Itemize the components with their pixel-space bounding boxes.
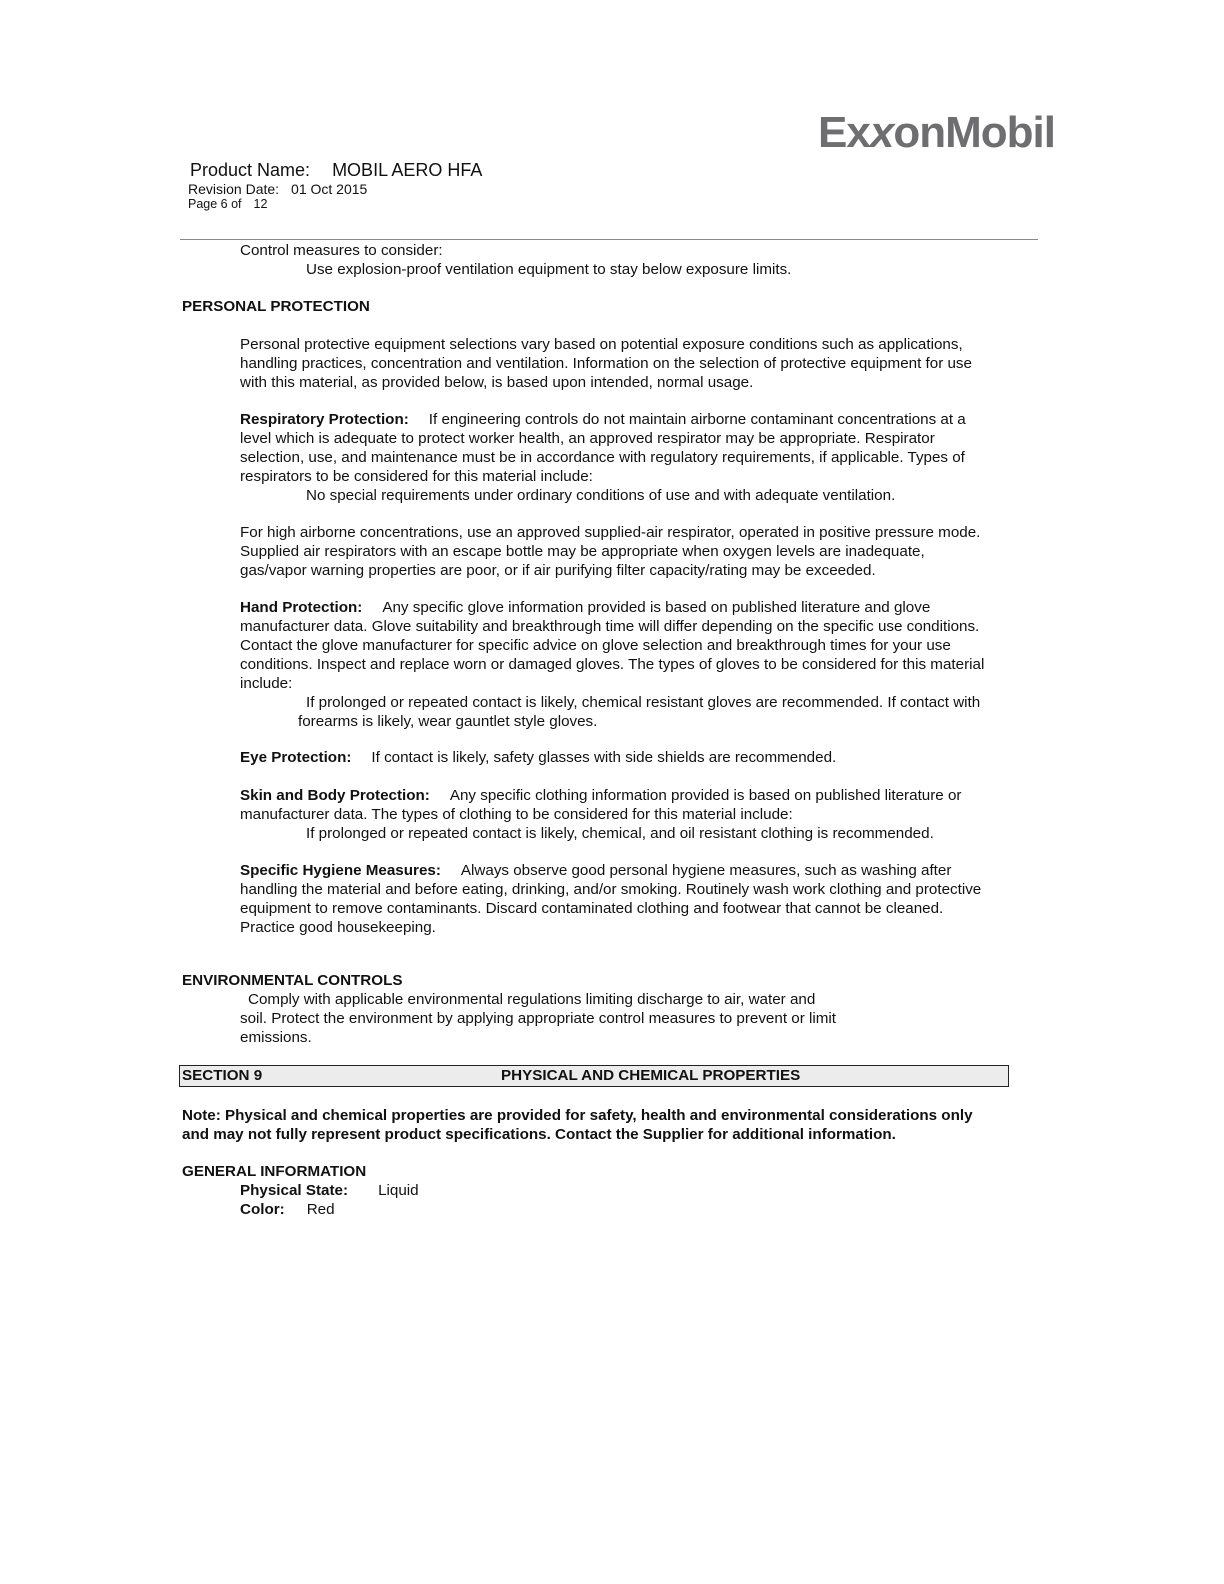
skin-body-protection xyxy=(240,786,1055,843)
hygiene-line: Always observe good personal hygiene measures, such as washing after xyxy=(460,862,952,879)
properties-note xyxy=(182,1106,1052,1144)
respiratory-line: If engineering controls do not maintain airborne contaminant concentrations at a xyxy=(428,411,966,428)
environmental-line: emissions. xyxy=(240,1029,312,1046)
page-number-line xyxy=(188,197,267,211)
note-line: Note: Physical and chemical properties are provided for safety, health and environmental considerations only xyxy=(182,1107,973,1124)
revision-date-value: 01 Oct 2015 xyxy=(291,181,368,197)
color-value: Red xyxy=(306,1201,335,1218)
page-number-total: 12 xyxy=(253,197,268,211)
hygiene-line: handling the material and before eating, drinking, and/or smoking. Routinely wash work clothing and protective xyxy=(240,881,982,898)
hand-line: Any specific glove information provided is based on published literature and glove xyxy=(382,599,931,616)
general-information xyxy=(240,1181,1055,1219)
personal-protection-heading: PERSONAL PROTECTION xyxy=(182,298,370,315)
header-divider xyxy=(180,239,1038,240)
hand-line: conditions. Inspect and replace worn or damaged gloves. The types of gloves to be considered for this material xyxy=(240,656,985,673)
physical-state-label: Physical State: xyxy=(240,1182,349,1199)
hand-line: manufacturer data. Glove suitability and breakthrough time will differ depending on the specific use conditions. xyxy=(240,618,980,635)
environmental-controls-text xyxy=(240,990,1055,1047)
respiratory-label: Respiratory Protection: xyxy=(240,411,409,428)
respiratory-protection xyxy=(240,410,1055,505)
hygiene-line: Practice good housekeeping. xyxy=(240,919,436,936)
hand-note-line: If prolonged or repeated contact is likely, chemical resistant gloves are recommended. If contact with xyxy=(306,694,981,711)
skin-label: Skin and Body Protection: xyxy=(240,787,430,804)
skin-line: manufacturer data. The types of clothing to be considered for this material include: xyxy=(240,806,793,823)
intro-line: handling practices, concentration and ventilation. Information on the selection of protective equipment for use xyxy=(240,355,972,372)
hand-line: Contact the glove manufacturer for specific advice on glove selection and breakthrough times for your use xyxy=(240,637,951,654)
hygiene-line: equipment to remove contaminants. Discard contaminated clothing and footwear that cannot be cleaned. xyxy=(240,900,944,917)
respiratory-line: respirators to be considered for this material include: xyxy=(240,468,593,485)
physical-state-value: Liquid xyxy=(378,1182,419,1199)
eye-text: If contact is likely, safety glasses with side shields are recommended. xyxy=(371,749,837,766)
section-9-header xyxy=(179,1065,1009,1087)
skin-note: If prolonged or repeated contact is likely, chemical, and oil resistant clothing is recommended. xyxy=(306,825,934,842)
color-label: Color: xyxy=(240,1201,285,1218)
hygiene-label: Specific Hygiene Measures: xyxy=(240,862,441,879)
note-line: and may not fully represent product specifications. Contact the Supplier for additional information. xyxy=(182,1126,896,1143)
respiratory-line: selection, use, and maintenance must be in accordance with regulatory requirements, if applicable. Types of xyxy=(240,449,965,466)
hand-protection xyxy=(240,598,1055,731)
eye-label: Eye Protection: xyxy=(240,749,352,766)
control-measures xyxy=(240,241,1055,279)
environmental-line: soil. Protect the environment by applying appropriate control measures to prevent or limit xyxy=(240,1010,836,1027)
eye-protection xyxy=(240,748,1055,767)
control-measures-heading: Control measures to consider: xyxy=(240,242,443,259)
environmental-controls-heading: ENVIRONMENTAL CONTROLS xyxy=(182,972,403,989)
skin-line: Any specific clothing information provided is based on published literature or xyxy=(449,787,962,804)
product-name-line xyxy=(190,160,482,181)
exxonmobil-logo: Exx onMobil xyxy=(818,108,1055,157)
environmental-line: Comply with applicable environmental regulations limiting discharge to air, water and xyxy=(248,991,816,1008)
intro-line: with this material, as provided below, is based upon intended, normal usage. xyxy=(240,374,754,391)
general-information-heading: GENERAL INFORMATION xyxy=(182,1163,367,1180)
intro-line: Personal protective equipment selections vary based on potential exposure conditions such as applications, xyxy=(240,336,963,353)
control-measures-text: Use explosion-proof ventilation equipment to stay below exposure limits. xyxy=(306,261,792,278)
high-airborne-line: Supplied air respirators with an escape bottle may be appropriate when oxygen levels are inadequate, xyxy=(240,543,925,560)
section-title: PHYSICAL AND CHEMICAL PROPERTIES xyxy=(501,1067,801,1084)
high-airborne-line: gas/vapor warning properties are poor, or if air purifying filter capacity/rating may be exceeded. xyxy=(240,562,876,579)
product-name-label: Product Name: xyxy=(190,160,311,180)
high-airborne-concentrations xyxy=(240,523,1055,580)
revision-date-label: Revision Date: xyxy=(188,181,280,197)
personal-protection-intro xyxy=(240,335,1055,392)
revision-date-line xyxy=(188,181,367,197)
page-number-label: Page 6 of xyxy=(188,197,242,211)
high-airborne-line: For high airborne concentrations, use an approved supplied-air respirator, operated in positive pressure mode. xyxy=(240,524,981,541)
respiratory-line: level which is adequate to protect worker health, an approved respirator may be appropriate. Respirator xyxy=(240,430,935,447)
product-name-value: MOBIL AERO HFA xyxy=(332,160,483,180)
specific-hygiene-measures xyxy=(240,861,1055,937)
section-number: SECTION 9 xyxy=(182,1067,263,1084)
hand-line: include: xyxy=(240,675,293,692)
hand-note-line: forearms is likely, wear gauntlet style gloves. xyxy=(298,713,598,730)
hand-label: Hand Protection: xyxy=(240,599,363,616)
respiratory-note: No special requirements under ordinary conditions of use and with adequate ventilation. xyxy=(306,487,896,504)
